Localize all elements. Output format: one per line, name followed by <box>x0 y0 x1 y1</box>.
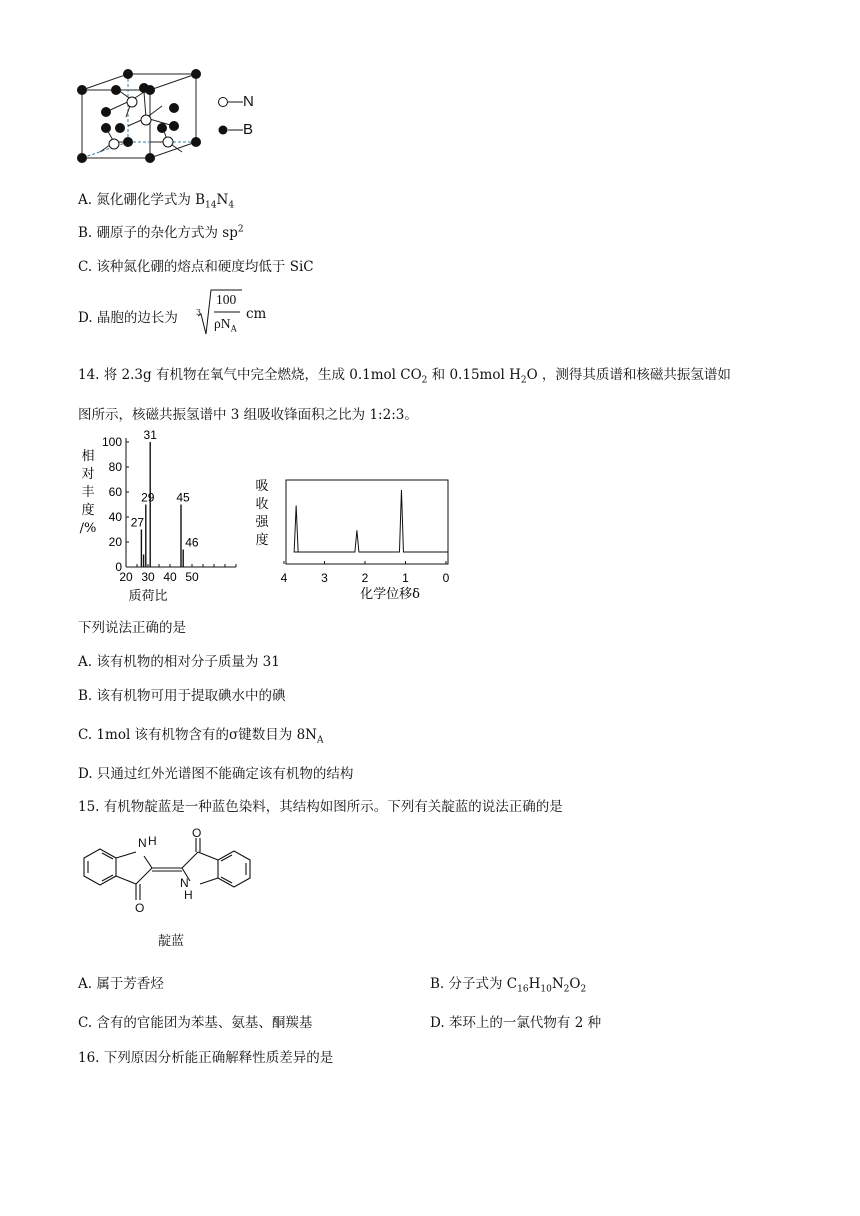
mass-spectrum-chart <box>78 426 248 606</box>
nmr-x-label: 化学位移δ <box>360 587 420 602</box>
ms-y-tick-label: 40 <box>108 510 122 524</box>
atom-o-left: O <box>135 901 145 915</box>
atom-h-right: H <box>184 888 193 902</box>
ms-x-tick-label: 50 <box>185 570 199 584</box>
nmr-y-label: 度 <box>255 533 269 548</box>
nmr-y-label: 收 <box>255 497 269 512</box>
nmr-frame <box>286 480 448 564</box>
molecule-caption: 靛蓝 <box>158 934 185 949</box>
legend-n-label: —N <box>228 93 254 110</box>
q15-stem: 15. 有机物靛蓝是一种蓝色染料，其结构如图所示。下列有关靛蓝的说法正确的是 <box>78 799 563 815</box>
ms-x-label: 质荷比 <box>128 589 168 604</box>
ms-y-tick-label: 80 <box>108 460 122 474</box>
ms-y-label: 丰 <box>81 485 95 500</box>
q15-option-b: B. 分子式为 $C_{16}H_{10}N_2O_2$ <box>430 976 587 995</box>
q16-stem: 16. 下列原因分析能正确解释性质差异的是 <box>78 1050 334 1066</box>
q14-stem-line2: 图所示，核磁共振氢谱中 3 组吸收锋面积之比为 1:2:3。 <box>78 407 418 423</box>
root-numerator: 100 <box>216 292 237 307</box>
ms-y-label: 相 <box>81 449 95 464</box>
q14-option-b: B. 该有机物可用于提取碘水中的碘 <box>78 688 286 704</box>
atom-h-left: H <box>148 834 157 848</box>
ms-y-label: /% <box>79 521 97 536</box>
ms-y-label: 度 <box>81 503 95 518</box>
nmr-y-label: 吸 <box>255 479 269 494</box>
ms-x-tick-label: 30 <box>141 570 155 584</box>
q14-option-a: A. 该有机物的相对分子质量为 31 <box>78 654 280 670</box>
legend-b-label: —B <box>228 121 254 138</box>
nmr-x-tick-label: 4 <box>280 571 288 585</box>
q15-option-c: C. 含有的官能团为苯基、氨基、酮羰基 <box>78 1015 313 1031</box>
ms-peak-label: 29 <box>141 490 155 505</box>
atom-n-right: N <box>180 876 189 890</box>
atom-o-right: O <box>192 826 202 840</box>
q14-stem-line1: 14. 将 2.3g 有机物在氧气中完全燃烧，生成 0.1mol $CO_2$ 和 0.15mol $H_2O$ ，测得其质谱和核磁共振氢谱如 <box>78 367 731 386</box>
nmr-x-tick-label: 0 <box>442 571 450 585</box>
ms-peak-label: 46 <box>185 535 199 550</box>
ms-peak-label: 45 <box>176 490 190 505</box>
q14-question: 下列说法正确的是 <box>78 620 186 636</box>
q13-option-c: C. 该种氮化硼的熔点和硬度均低于 SiC <box>78 259 314 275</box>
ms-y-label: 对 <box>81 467 95 482</box>
crystal-structure-diagram <box>70 62 270 174</box>
indigo-structure-diagram <box>74 826 264 926</box>
nmr-x-tick-label: 3 <box>321 571 328 585</box>
nmr-trace <box>294 490 448 552</box>
q14-option-c: C. 1mol 该有机物含有的σ键数目为 $8N_A$ <box>78 727 324 746</box>
q13-option-b: B. 硼原子的杂化方式为 $sp^2$ <box>78 224 244 241</box>
root-index: 3 <box>196 308 202 317</box>
atom-n-left: N <box>138 836 147 850</box>
ms-y-tick-label: 60 <box>108 485 122 499</box>
nmr-y-label: 强 <box>255 515 269 530</box>
nmr-x-tick-label: 2 <box>361 571 369 585</box>
ms-x-tick-label: 40 <box>163 570 177 584</box>
ms-y-tick-label: 20 <box>108 535 122 549</box>
ms-y-tick-label: 100 <box>101 435 122 449</box>
q13-option-a: A. 氮化硼化学式为 $B_{14}N_4$ <box>78 192 235 211</box>
q14-option-d: D. 只通过红外光谱图不能确定该有机物的结构 <box>78 766 354 782</box>
nmr-x-tick-label: 1 <box>402 571 409 585</box>
ms-y-tick-label: 0 <box>115 560 122 574</box>
q15-option-a: A. 属于芳香烃 <box>78 976 164 992</box>
ms-peak-label: 27 <box>130 515 145 530</box>
ms-x-tick-label: 20 <box>119 570 133 584</box>
ms-peak-label: 31 <box>143 428 157 442</box>
root-denominator: $\rho N_A$ <box>214 316 237 334</box>
unit-cm: cm <box>246 306 267 322</box>
q15-option-d: D. 苯环上的一氯代物有 2 种 <box>430 1015 602 1031</box>
nmr-spectrum-chart <box>250 470 460 608</box>
